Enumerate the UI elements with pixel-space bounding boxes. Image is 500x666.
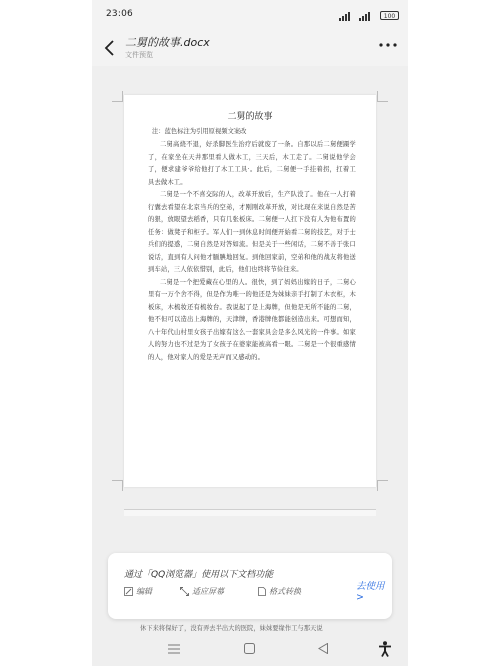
- next-page-peek-text: 休下来将保好了，没有弄去半出大的医院，妹妹要缘作工与那天说: [140, 625, 323, 632]
- paragraph: 二舅是一个不喜交际的人，改革开放后，生产队没了。他在一人打着行囊去看望在北京当兵的空弟，才刚刚改革开放，对比现在来说自然是苦的狠，放眼望去稻香，只有几张板床。二舅便一人扛下没有人为他布置的任务：做凳子和柜子。军人们一到休息时间便开始看二舅的技艺，对于士兵们的提惑，二舅自然是对答如流。但是关于一些闲话，二舅不善于张口说话，直到有人问他才腼腆地回复。到他回家前，空弟和他的战友将他送到车站，三人依依惜别，此后，他们也终将节俭往来。: [148, 191, 356, 273]
- edit-feature[interactable]: [124, 586, 152, 597]
- convert-feature[interactable]: [258, 586, 301, 597]
- phone-screen: [92, 0, 408, 666]
- navigation-bar: [92, 634, 408, 666]
- status-bar: [92, 0, 408, 26]
- page-corner-mark: [377, 91, 388, 102]
- battery-icon: 100: [380, 11, 399, 20]
- menu-icon[interactable]: [168, 644, 180, 654]
- document-note: 注：蓝色标注为引用原视频文案改: [152, 128, 247, 135]
- document-page[interactable]: [124, 95, 376, 487]
- qq-browser-banner[interactable]: [108, 553, 392, 619]
- fit-screen-icon: [180, 587, 189, 596]
- document-title: 二舅的故事: [227, 112, 273, 122]
- convert-doc-icon: [258, 587, 266, 596]
- page-corner-mark: [112, 91, 123, 102]
- document-name: 二舅的故事.docx: [125, 36, 210, 49]
- edit-label: 编辑: [136, 587, 152, 596]
- home-square-icon[interactable]: [244, 643, 255, 654]
- title-bar: [92, 26, 408, 66]
- convert-label: 格式转换: [269, 587, 301, 596]
- page-corner-mark: [377, 480, 388, 491]
- fit-screen-label: 适应屏幕: [192, 587, 224, 596]
- edit-icon: [124, 587, 133, 596]
- document-body: [148, 139, 356, 364]
- next-page-edge: [124, 509, 376, 516]
- status-time: 23:06: [106, 9, 133, 19]
- triangle-back-icon[interactable]: [318, 643, 329, 654]
- accessibility-icon[interactable]: [378, 641, 392, 657]
- paragraph: 二舅高烧不退，好杀脚医生治疗后就废了一条。自那以后二舅便蹑学了，在家坐在天井那里看人做木工，三天后，木工走了。二舅说他学会了，便求建爷爷给他打了木工工具·。此后，二舅便一手挂着拐，扛着工具去做木工。: [148, 141, 356, 186]
- banner-prompt: 通过「QQ浏览器」使用以下文档功能: [124, 570, 274, 580]
- document-subtitle: 文件预览: [125, 51, 153, 59]
- use-now-button[interactable]: 去使用 >: [356, 581, 385, 603]
- chevron-left-icon[interactable]: [100, 38, 120, 58]
- signal-icon: [339, 12, 355, 21]
- page-corner-mark: [112, 480, 123, 491]
- fit-screen-feature[interactable]: [180, 586, 224, 597]
- signal-icon: [359, 12, 375, 21]
- paragraph: 二舅是一个把爱藏在心里的人。很快，到了妈妈出嫁的日子，二舅心里有一万个舍不得，但是作为唯一的他还是为妹妹亲手打制了木衣柜，木板床，木梳妆还有梳妆台。我说起了是上海牌，但他是无所不能的二舅，他不但可以造出上海牌的，天津牌，香港牌他都能创造出来。可想而知，八十年代山村里女孩子出嫁有这么一套家具会是多么风光的一件事。如家人的努力也不过是为了女孩子在婆家能被高看一眼。二舅是一个很重感情的人，他对家人的爱是无声而又感动的。: [148, 278, 356, 361]
- more-dots-icon[interactable]: [378, 42, 398, 48]
